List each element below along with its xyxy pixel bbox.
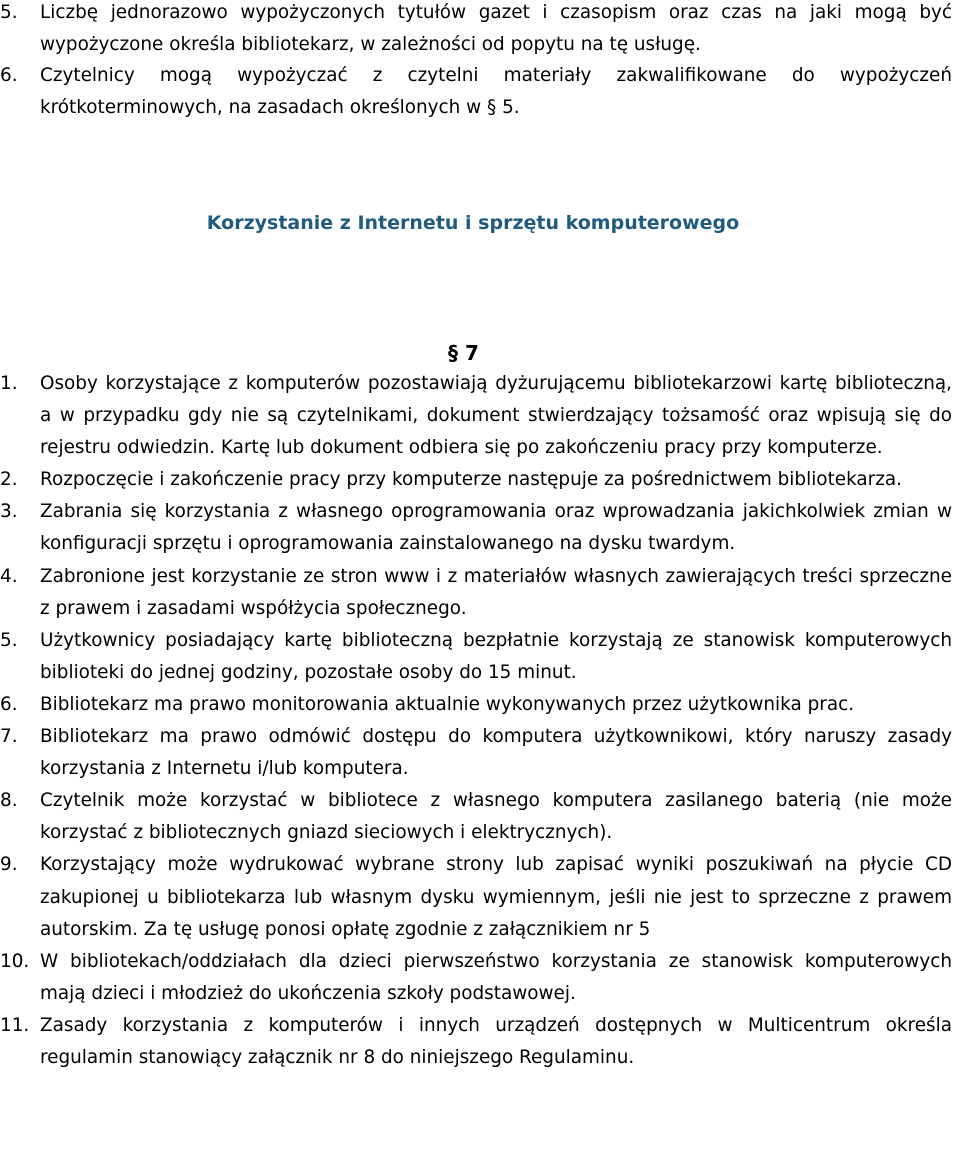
item-number: 4. xyxy=(0,565,18,587)
item-text: Czytelnik może korzystać w bibliotece z własnego komputera zasilanego baterią (nie może korzystać z bibliotecznych gniazd sieciowych i elektrycznych). xyxy=(40,790,952,844)
item-number: 5. xyxy=(0,629,18,651)
item-number: 6. xyxy=(0,65,18,86)
item-number: 2. xyxy=(0,469,18,491)
item-text: Użytkownicy posiadający kartę biblioteczną bezpłatnie korzystają ze stanowisk komputerowych biblioteki do jednej godziny, pozostałe osoby do 15 minut. xyxy=(40,629,952,683)
item-text: Korzystający może wydrukować wybrane strony lub zapisać wyniki poszukiwań na płycie CD zakupionej u bibliotekarza lub własnym dysku wymiennym, jeśli nie jest to sprzeczne z prawem autorskim. Za tę usługę ponosi opłatę zgodnie z załącznikiem nr 5 xyxy=(40,854,952,940)
section-number: § 7 xyxy=(448,341,479,365)
item-number: 6. xyxy=(0,693,18,715)
previous-section-list xyxy=(0,0,960,123)
section-7-list xyxy=(0,368,960,1074)
item-text: Liczbę jednorazowo wypożyczonych tytułów gazet i czasopism oraz czas na jaki mogą być wypożyczone określa bibliotekarz, w zależności od popytu na tę usługę. xyxy=(40,2,952,55)
section-heading: Korzystanie z Internetu i sprzętu komputerowego xyxy=(206,212,740,234)
item-text: Bibliotekarz ma prawo monitorowania aktualnie wykonywanych przez użytkownika prac. xyxy=(40,693,855,715)
list-item xyxy=(0,1010,960,1074)
item-text: Czytelnicy mogą wypożyczać z czytelni materiały zakwalifikowane do wypożyczeń krótkoterminowych, na zasadach określonych w § 5. xyxy=(40,65,952,118)
list-item xyxy=(0,0,960,60)
list-item xyxy=(0,849,960,945)
item-number: 1. xyxy=(0,373,18,394)
list-item xyxy=(0,721,960,785)
item-number: 3. xyxy=(0,501,18,523)
item-text: Zabronione jest korzystanie ze stron www i z materiałów własnych zawierających treści sprzeczne z prawem i zasadami współżycia społecznego. xyxy=(40,565,952,619)
item-text: Rozpoczęcie i zakończenie pracy przy komputerze następuje za pośrednictwem bibliotekarza. xyxy=(40,469,903,491)
item-number: 11. xyxy=(0,1014,30,1036)
item-text: Zasady korzystania z komputerów i innych urządzeń dostępnych w Multicentrum określa regulamin stanowiący załącznik nr 8 do niniejszego Regulaminu. xyxy=(40,1014,952,1068)
item-number: 9. xyxy=(0,854,18,876)
list-item xyxy=(0,496,960,560)
list-item xyxy=(0,625,960,689)
list-item xyxy=(0,689,960,721)
list-item xyxy=(0,464,960,496)
item-number: 5. xyxy=(0,2,18,23)
item-number: 10. xyxy=(0,950,30,972)
item-text: W bibliotekach/oddziałach dla dzieci pierwszeństwo korzystania ze stanowisk komputerowych mają dzieci i młodzież do ukończenia szkoły podstawowej. xyxy=(40,950,952,1004)
item-text: Zabrania się korzystania z własnego oprogramowania oraz wprowadzania jakichkolwiek zmian w konfiguracji sprzętu i oprogramowania zainstalowanego na dysku twardym. xyxy=(40,501,952,555)
item-number: 8. xyxy=(0,790,18,812)
item-text: Bibliotekarz ma prawo odmówić dostępu do komputera użytkownikowi, który naruszy zasady korzystania z Internetu i/lub komputera. xyxy=(40,726,952,780)
list-item xyxy=(0,368,960,464)
list-item xyxy=(0,785,960,849)
item-text: Osoby korzystające z komputerów pozostawiają dyżurującemu bibliotekarzowi kartę biblioteczną, a w przypadku gdy nie są czytelnikami, dokument stwierdzający tożsamość oraz wpisują się do rejestru odwiedzin. Kartę lub dokument odbiera się po zakończeniu pracy przy komputerze. xyxy=(40,373,952,459)
item-number: 7. xyxy=(0,726,18,748)
list-item xyxy=(0,946,960,1010)
list-item xyxy=(0,561,960,625)
list-item xyxy=(0,60,960,123)
